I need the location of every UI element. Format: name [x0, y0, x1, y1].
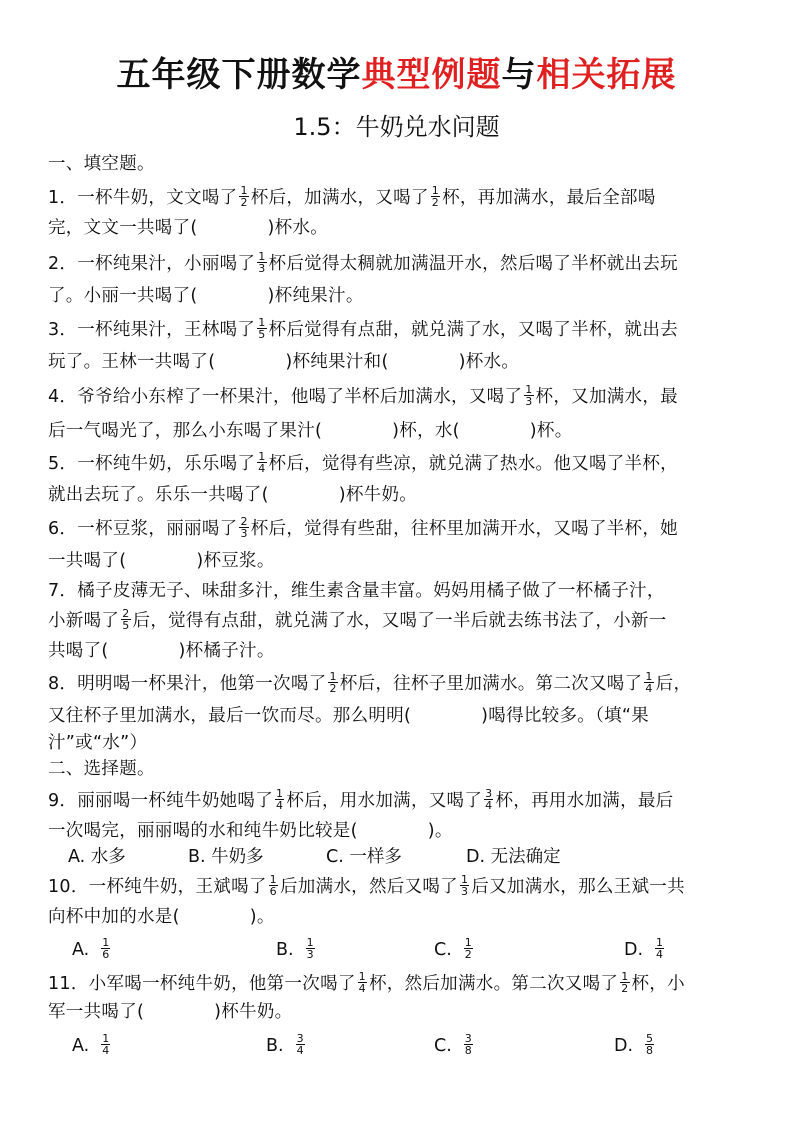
text-span — [655, 937, 664, 960]
text-span: 后，觉得有点甜，就兑满了水，又喝了一半后就去练书法了，小新一 — [132, 611, 667, 631]
text-span — [101, 937, 110, 960]
text-span: 杯后，往杯子里加满水。第二次又喝了 — [339, 674, 643, 694]
fraction — [620, 971, 629, 994]
text-span: )杯纯果汁。 — [267, 286, 364, 306]
text-span: )杯牛奶。 — [214, 1002, 293, 1022]
page-title — [0, 50, 793, 100]
text-span: 6．一杯豆浆，丽丽喝了 — [48, 519, 238, 539]
fraction-numerator: 1 — [525, 382, 533, 396]
question-3-cont — [48, 348, 748, 376]
question-2-cont — [48, 282, 748, 310]
fraction — [644, 671, 653, 694]
text-span: )喝得比较多。（填“果 — [481, 706, 650, 726]
fraction-denominator: 3 — [460, 884, 469, 898]
text-span: C. — [434, 940, 452, 960]
fraction-denominator: 8 — [646, 1043, 654, 1057]
question-7: 7．橘子皮薄无子、味甜多汁，维生素含量丰富。妈妈用橘子做了一杯橘子汁， — [48, 581, 665, 601]
fraction — [121, 608, 130, 631]
fraction — [275, 788, 284, 811]
fraction-denominator: 5 — [122, 618, 130, 632]
text-span — [464, 1033, 473, 1056]
fraction — [257, 317, 266, 340]
text-span: 一次喝完，丽丽喝的水和纯牛奶比较是( — [48, 821, 358, 841]
question-9-cont — [48, 817, 748, 845]
fraction-numerator: 2 — [122, 606, 130, 620]
fraction-denominator: 6 — [102, 947, 110, 961]
text-span: 杯后觉得太稠就加满温开水，然后喝了半杯就出去玩 — [268, 254, 678, 274]
option-a[interactable] — [72, 936, 112, 964]
fraction — [239, 185, 248, 208]
text-span: )杯水。 — [267, 218, 329, 238]
fraction-numerator: 1 — [464, 935, 472, 949]
text-span: 杯后，加满水，又喝了 — [250, 188, 429, 208]
fraction-denominator: 3 — [525, 394, 533, 408]
text-span: 向杯中加的水是( — [48, 907, 180, 927]
fraction-denominator: 2 — [621, 981, 629, 995]
question-9 — [48, 787, 748, 815]
text-span: 后加满水，然后又喝了 — [279, 877, 458, 897]
fraction — [460, 874, 469, 897]
fraction-numerator: 1 — [258, 449, 266, 463]
question-2 — [48, 250, 748, 278]
fraction-numerator: 1 — [258, 315, 266, 329]
fraction-numerator: 1 — [621, 969, 629, 983]
fraction-denominator: 2 — [431, 195, 440, 209]
text-span: 杯，又加满水，最 — [535, 387, 678, 407]
text-span: 2．一杯纯果汁，小丽喝了 — [48, 254, 256, 274]
fraction-numerator: 3 — [296, 1031, 304, 1045]
option-c[interactable] — [434, 1032, 475, 1060]
text-span: 杯后，觉得有些凉，就兑满了热水。他又喝了半杯， — [268, 454, 678, 474]
fraction-denominator: 2 — [329, 681, 337, 695]
fraction — [257, 451, 266, 474]
text-span: )杯水。 — [458, 352, 520, 372]
fraction-denominator: 4 — [358, 981, 366, 995]
text-span: 后又加满水，那么王斌一共 — [471, 877, 685, 897]
text-span: A. — [72, 940, 90, 960]
text-span: 10．一杯纯牛奶，王斌喝了 — [48, 877, 267, 897]
section-heading: 二、选择题。 — [48, 759, 155, 779]
option-c[interactable] — [434, 936, 475, 964]
text-span: 玩了。王林一共喝了( — [48, 352, 216, 372]
fraction-numerator: 1 — [306, 935, 314, 949]
text-span: 完，文文一共喝了( — [48, 218, 198, 238]
fraction-numerator: 1 — [329, 669, 337, 683]
text-span: 军一共喝了( — [48, 1002, 145, 1022]
page-subtitle: 1.5：牛奶兑水问题 — [293, 113, 500, 141]
fraction-denominator: 4 — [296, 1043, 304, 1057]
question-11-cont — [48, 998, 748, 1026]
text-span: )杯橘子汁。 — [178, 641, 275, 661]
fraction-denominator: 6 — [269, 884, 277, 898]
text-span: )杯，水( — [392, 421, 460, 441]
text-span: 杯后觉得有点甜，就兑满了水，又喝了半杯，就出去 — [268, 320, 678, 340]
text-span — [645, 1033, 654, 1056]
fraction-denominator: 4 — [276, 798, 284, 812]
fraction-denominator: 4 — [102, 1043, 110, 1057]
fraction — [257, 251, 266, 274]
text-span: 5．一杯纯牛奶，乐乐喝了 — [48, 454, 256, 474]
text-span: 又往杯子里加满水，最后一饮而尽。那么明明( — [48, 706, 412, 726]
text-span — [296, 1033, 305, 1056]
fraction-numerator: 1 — [258, 249, 266, 263]
fraction-denominator: 3 — [258, 261, 266, 275]
fraction-numerator: 2 — [240, 514, 248, 528]
fraction-numerator: 1 — [431, 183, 440, 197]
fraction-numerator: 1 — [645, 669, 653, 683]
text-span: )杯牛奶。 — [338, 485, 418, 505]
text-span: 1．一杯牛奶，文文喝了 — [48, 188, 238, 208]
fraction-denominator: 4 — [656, 947, 664, 961]
fraction-numerator: 1 — [102, 935, 110, 949]
fraction-numerator: 3 — [485, 786, 493, 800]
text-span: 杯，再用水加满，最后 — [495, 791, 674, 811]
text-span: )杯豆浆。 — [196, 551, 275, 571]
text-span: 后一气喝光了，那么小东喝了果汁( — [48, 421, 323, 441]
text-span: 杯后，觉得有些甜，往杯里加满开水，又喝了半杯，她 — [250, 519, 678, 539]
text-span: 后， — [655, 674, 692, 694]
title-part: 五年级下册数学 — [116, 55, 362, 95]
option-b[interactable] — [276, 936, 317, 964]
title-part: 与 — [501, 55, 537, 95]
fraction-denominator: 4 — [645, 681, 653, 695]
question-7-cont2 — [48, 637, 748, 665]
text-span: 了。小丽一共喝了( — [48, 286, 198, 306]
option-a[interactable] — [72, 1032, 112, 1060]
text-span: 杯，再加满水，最后全部喝 — [442, 188, 656, 208]
fraction — [524, 384, 533, 407]
fraction — [239, 516, 248, 539]
text-span: 3．一杯纯果汁，王林喝了 — [48, 320, 256, 340]
text-span: 杯，小 — [631, 974, 685, 994]
text-span: B. — [276, 940, 294, 960]
fraction-denominator: 2 — [464, 947, 472, 961]
question-8 — [48, 670, 748, 698]
text-span: )。 — [249, 907, 275, 927]
fraction-numerator: 1 — [240, 183, 248, 197]
text-span: D. — [624, 940, 644, 960]
fraction-numerator: 1 — [460, 872, 469, 886]
question-8-cont2: 汁”或“水”） — [48, 733, 148, 753]
option-a[interactable]: A. 水多 — [68, 847, 126, 867]
option-c[interactable]: C. 一样多 — [326, 847, 402, 867]
question-11 — [48, 970, 748, 998]
fraction-denominator: 8 — [464, 1043, 472, 1057]
fraction-denominator: 5 — [258, 327, 266, 341]
text-span — [464, 937, 473, 960]
fraction — [328, 671, 337, 694]
question-10-cont — [48, 903, 748, 931]
question-3 — [48, 316, 748, 344]
fraction — [269, 874, 278, 897]
fraction-denominator: 4 — [258, 461, 266, 475]
fraction-numerator: 1 — [102, 1031, 110, 1045]
option-d[interactable] — [614, 1032, 656, 1060]
text-span: 共喝了( — [48, 641, 109, 661]
question-8-cont — [48, 702, 748, 730]
text-span: )。 — [427, 821, 453, 841]
fraction — [431, 185, 440, 208]
text-span: 小新喝了 — [48, 611, 120, 631]
text-span: D. — [614, 1036, 634, 1056]
text-span: 11．小军喝一杯纯牛奶，他第一次喝了 — [48, 974, 356, 994]
text-span: )杯纯果汁和( — [285, 352, 389, 372]
fraction-denominator: 4 — [485, 798, 493, 812]
option-b[interactable]: B. 牛奶多 — [188, 847, 264, 867]
text-span — [306, 937, 315, 960]
fraction-numerator: 5 — [646, 1031, 654, 1045]
text-span: A. — [72, 1036, 90, 1056]
text-span: 8．明明喝一杯果汁，他第一次喝了 — [48, 674, 327, 694]
option-d[interactable] — [624, 936, 666, 964]
question-5-cont — [48, 481, 748, 509]
title-highlight: 典型例题 — [361, 55, 502, 95]
question-4-cont — [48, 417, 748, 445]
question-10 — [48, 873, 748, 901]
text-span: C. — [434, 1036, 452, 1056]
fraction-denominator: 3 — [240, 526, 248, 540]
fraction-numerator: 1 — [269, 872, 277, 886]
fraction-numerator: 1 — [656, 935, 664, 949]
question-1 — [48, 184, 748, 212]
option-d[interactable]: D. 无法确定 — [466, 847, 561, 867]
text-span: 9．丽丽喝一杯纯牛奶她喝了 — [48, 791, 274, 811]
fraction — [358, 971, 367, 994]
text-span — [101, 1033, 110, 1056]
question-6 — [48, 515, 748, 543]
question-6-cont — [48, 547, 748, 575]
question-7-cont — [48, 607, 748, 635]
text-span: )杯。 — [529, 421, 573, 441]
fraction-numerator: 1 — [276, 786, 284, 800]
fraction-denominator: 2 — [240, 195, 248, 209]
question-1-cont — [48, 214, 748, 242]
title-highlight: 相关拓展 — [536, 55, 677, 95]
section-heading: 一、填空题。 — [48, 154, 155, 174]
text-span: 一共喝了( — [48, 551, 127, 571]
question-5 — [48, 450, 748, 478]
text-span: 4．爷爷给小东榨了一杯果汁，他喝了半杯后加满水，又喝了 — [48, 387, 523, 407]
fraction-numerator: 3 — [464, 1031, 472, 1045]
text-span: B. — [266, 1036, 284, 1056]
fraction-numerator: 1 — [358, 969, 366, 983]
text-span: 杯，然后加满水。第二次又喝了 — [368, 974, 619, 994]
question-4 — [48, 383, 748, 411]
fraction-denominator: 3 — [306, 947, 314, 961]
text-span: 杯后，用水加满，又喝了 — [286, 791, 483, 811]
text-span: 就出去玩了。乐乐一共喝了( — [48, 485, 269, 505]
fraction — [484, 788, 493, 811]
option-b[interactable] — [266, 1032, 307, 1060]
